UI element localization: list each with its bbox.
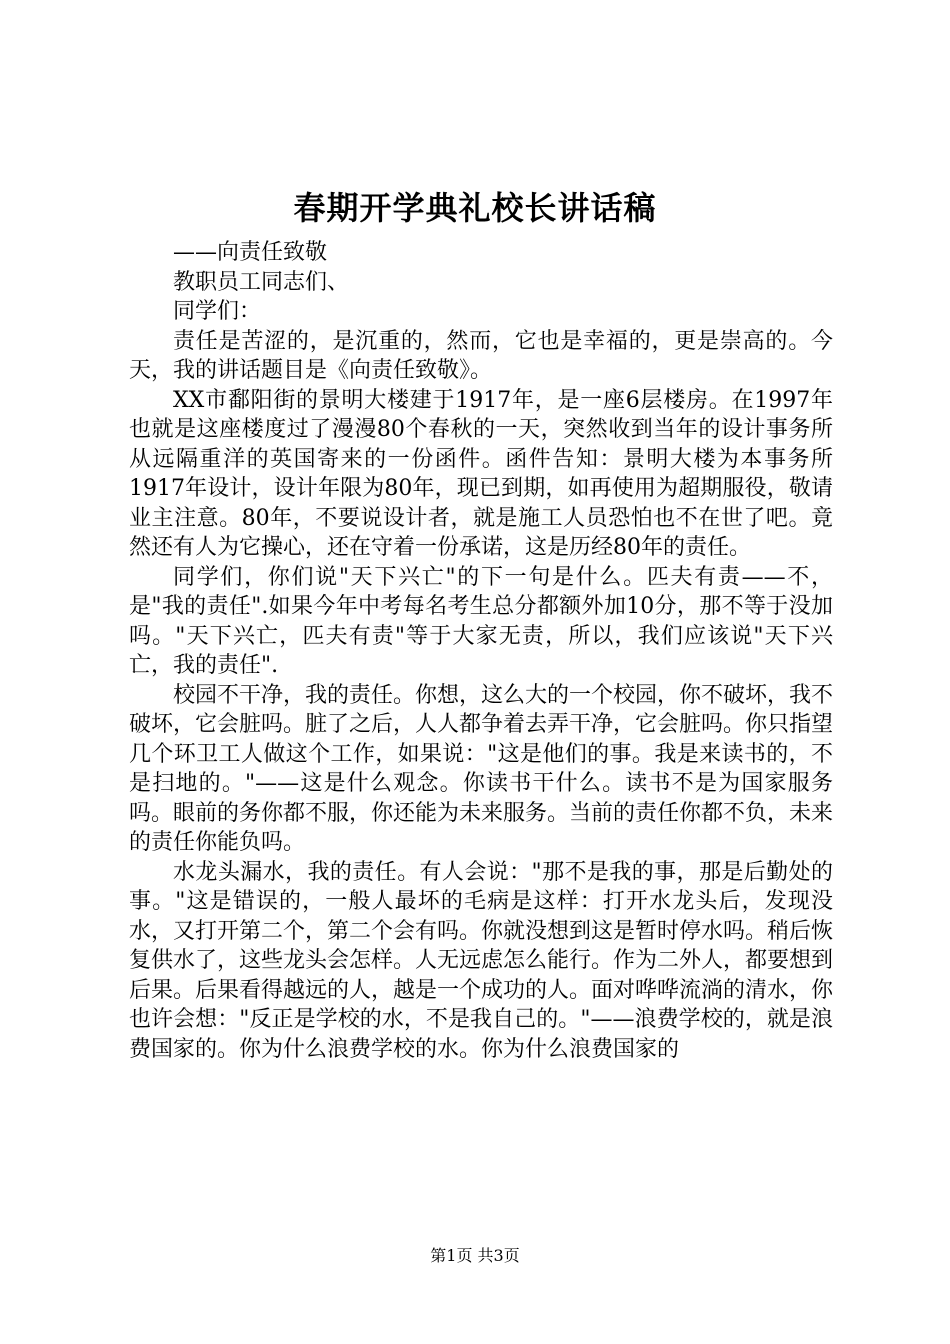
document-body (129, 238, 833, 1064)
document-title: 春期开学典礼校长讲话稿 (293, 189, 657, 227)
paragraph: 校园不干净，我的责任。你想，这么大的一个校园，你不破坏，我不破坏，它会脏吗。脏了之后，人人都争着去弄干净，它会脏吗。你只指望几个环卫工人做这个工作，如果说："这是他们的事。我是来读书的，不是扫地的。"——这是什么观念。你读书干什么。读书不是为国家服务吗。眼前的务你都不服，你还能为未来服务。当前的责任你都不负，未来的责任你能负吗。 (129, 682, 834, 855)
salutation-staff: 教职员工同志们、 (173, 269, 350, 295)
paragraph: 责任是苦涩的，是沉重的，然而，它也是幸福的，更是崇高的。今天，我的讲话题目是《向责任致敬》。 (129, 328, 833, 383)
paragraph: 同学们，你们说"天下兴亡"的下一句是什么。匹夫有责——不，是"我的责任".如果今年中考每名考生总分都额外加10分，那不等于没加吗。"天下兴亡，匹夫有责"等于大家无责，所以，我们应该说"天下兴亡，我的责任". (129, 564, 833, 678)
subtitle-line: ——向责任致敬 (173, 240, 328, 265)
paragraph: 水龙头漏水，我的责任。有人会说："那不是我的事，那是后勤处的事。"这是错误的，一般人最坏的毛病是这样：打开水龙头后，发现没水，又打开第二个，第二个会有吗。你就没想到这是暂时停水吗。稍后恢复供水了，这些龙头会怎样。人无远虑怎么能行。作为二外人，都要想到后果。后果看得越远的人，越是一个成功的人。面对哗哗流淌的清水，你也许会想："反正是学校的水，不是我自己的。"——浪费学校的，就是浪费国家的。你为什么浪费学校的水。你为什么浪费国家的 (129, 859, 834, 1062)
page-number-footer: 第1页 共3页 (430, 1246, 520, 1265)
salutation-students: 同学们： (173, 299, 262, 324)
paragraph: XX市鄱阳街的景明大楼建于1917年，是一座6层楼房。在1997年也就是这座楼度过了漫漫80个春秋的一天，突然收到当年的设计事务所从远隔重洋的英国寄来的一份函件。函件告知：景明大楼为本事务所1917年设计，设计年限为80年，现已到期，如再使用为超期服役，敬请业主注意。80年，不要说设计者，就是施工人员恐怕也不在世了吧。竟然还有人为它操心，还在守着一份承诺，这是历经80年的责任。 (129, 387, 833, 560)
